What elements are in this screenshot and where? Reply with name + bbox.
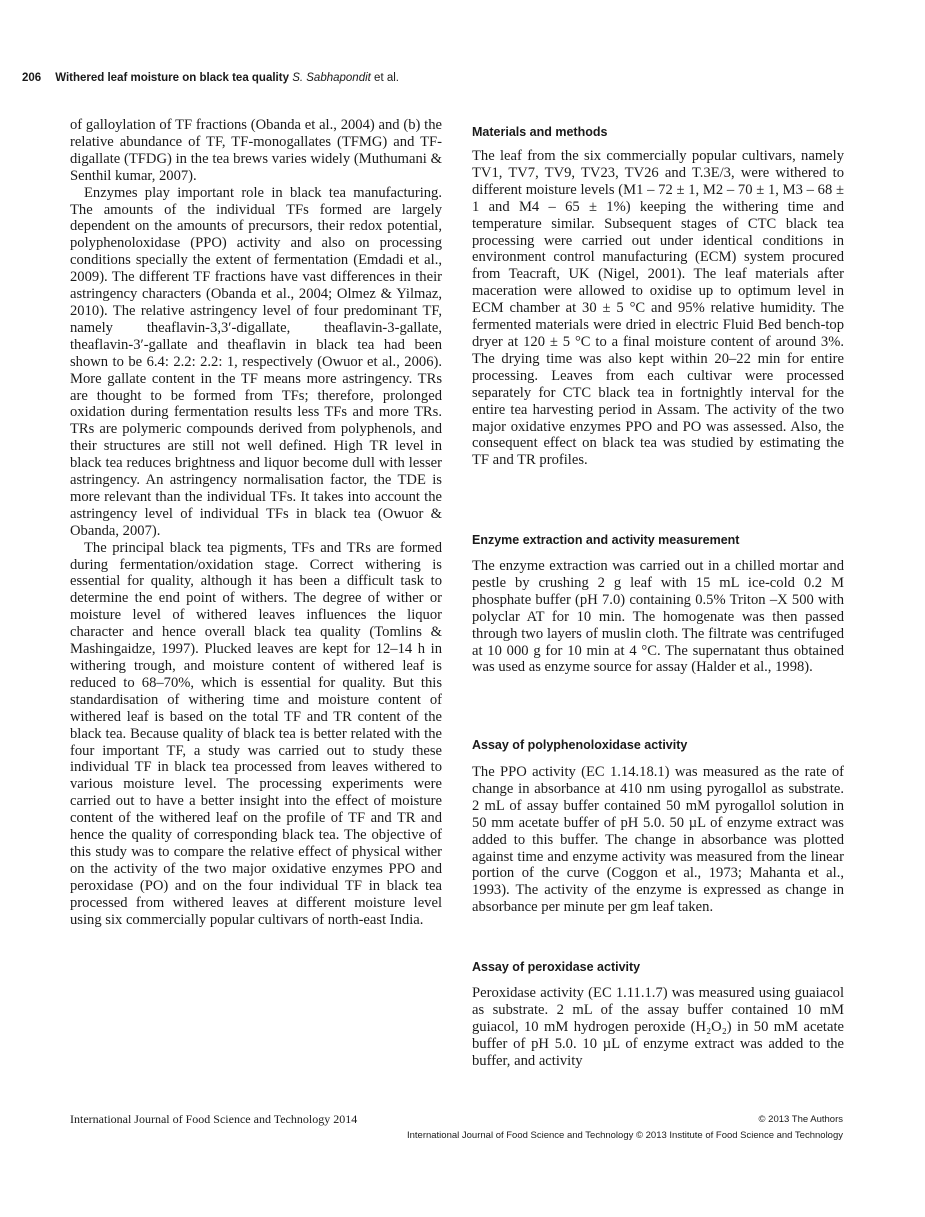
running-header xyxy=(22,72,399,84)
footer-journal: International Journal of Food Science and Technology 2014 xyxy=(70,1112,358,1126)
section-body: Peroxidase activity (EC 1.11.1.7) was measured using guaiacol as substrate. 2 mL of the assay buffer contained 10 mM guiacol, 10 mM hydrogen peroxide (H₂O₂) in 50 mM acetate buffer of pH 5.0. 10 µL of enzyme extract was added to the buffer, and activity xyxy=(472,985,844,1069)
running-authors: S. Sabhapondit xyxy=(292,72,371,84)
footer-copyright-authors: © 2013 The Authors xyxy=(758,1114,843,1125)
footer-copyright-institute: International Journal of Food Science and Technology © 2013 Institute of Food Science and Technology xyxy=(406,1130,843,1141)
paragraph: The principal black tea pigments, TFs and TRs are formed during fermentation/oxidation stage. Correct withering is essential for quality, although it has been a difficult task to determine the end point of withers. The degree of wither or moisture level of withered leaves influences the liquor character and hence overall black tea quality (Tomlins & Mashingaidze, 1997). Plucked leaves are kept for 12–14 h in withering trough, and moisture content of withered leaf is reduced to 68–70%, which is essential for quality. But this standardisation of withering time and moisture content of withered leaf is based on the total TF and TR content of the black tea. Because quality of black tea is better related with the four important TF, a study was carried out to study these individual TF in black tea processed from leaves withered to various moisture level. The processing experiments were carried out to have a better insight into the effect of moisture content of the withered leaf on the profile of TF and TR and hence the quality of corresponding black tea. The objective of this study was to compare the relative effect of physical wither on the activity of the two major oxidative enzymes PPO and peroxidase (PO) and on the four individual TF in black tea processed from withered leaves at different moisture level using six commercially popular cultivars of north-east India. xyxy=(70,539,442,928)
section-body: The PPO activity (EC 1.14.18.1) was measured as the rate of change in absorbance at 410 nm using pyrogallol as substrate. 2 mL of assay buffer contained 50 mM pyrogallol solution in 50 mm acetate buffer of pH 5.0. 50 µL of enzyme extract was added to this buffer. The change in absorbance was plotted against time and enzyme activity was measured from the linear portion of the curve (Coggon et al., 1973; Mahanta et al., 1993). The activity of the enzyme is expressed as change in absorbance per minute per gm leaf taken. xyxy=(472,764,844,916)
section-body: The leaf from the six commercially popular cultivars, namely TV1, TV7, TV9, TV23, TV26 and T.3E/3, were withered to different moisture levels (M1 – 72 ± 1, M2 – 70 ± 1, M3 – 68 ± 1 and M4 – 65 ± 1%) keeping the withering time and temperature similar. Subsequent stages of CTC black tea processing were carried out under identical conditions in environment control manufacturing (ECM) system procured from Teacraft, UK (Nigel, 2001). The leaf materials after maceration were allowed to oxidise up to optimum level in ECM chamber at 30 ± 5 °C and 95% relative humidity. The fermented materials were dried in electric Fluid Bed bench-top dryer at 120 ± 5 °C to a final moisture content of around 3%. The drying time was also kept within 20–22 min for entire processing. Leaves from each cultivar were processed separately for CTC black tea in fortnightly interval for the entire tea harvesting period in Assam. The activity of the two major oxidative enzymes PPO and PO was assessed. Also, the consequent effect on black tea was studied by estimating the TF and TR profiles. xyxy=(472,148,844,469)
left-column xyxy=(70,117,442,929)
paragraph: of galloylation of TF fractions (Obanda et al., 2004) and (b) the relative abundance of TF, TF-monogallates (TFMG) and TF-digallate (TFDG) in the tea brews varies widely (Muthumani & Senthil kumar, 2007). xyxy=(70,117,442,184)
running-title: Withered leaf moisture on black tea quality xyxy=(55,72,289,84)
running-et-al: et al. xyxy=(374,72,399,84)
section-body: The enzyme extraction was carried out in a chilled mortar and pestle by crushing 2 g leaf with 15 mL ice-cold 0.2 M phosphate buffer (pH 7.0) containing 0.5% Triton –X 500 with polyclar AT for 10 min. The homogenate was then passed through two layers of muslin cloth. The filtrate was centrifuged at 10 000 g for 10 min at 4 °C. The supernatant thus obtained was used as enzyme source for assay (Halder et al., 1998). xyxy=(472,558,844,676)
paragraph: Enzymes play important role in black tea manufacturing. The amounts of the individual TFs formed are largely dependent on the amounts of precursors, their redox potential, polyphenoloxidase (PPO) activity and also on processing conditions specially the extent of fermentation (Emdadi et al., 2009). The different TF fractions have vast differences in their astringency characters (Obanda et al., 2004; Olmez & Yilmaz, 2010). The relative astringency level of four predominant TF, namely theaflavin-3,3′-digallate, theaflavin-3-gallate, theaflavin-3′-gallate and theaflavin in black tea had been shown to be 6.4: 2.2: 2.2: 1, respectively (Owuor et al., 2006). More gallate content in the TF means more astringency. TRs are thought to be formed from TFs; therefore, prolonged oxidation during fermentation results less TFs and more TRs. TRs are polymeric compounds derived from polyphenols, and their structures are still not well defined. High TR level in black tea reduces brightness and liquor become dull with lesser astringency. An astringency normalisation factor, the TDE is more relevant than the individual TFs. It takes into account the astringency level of individual TFs in black tea (Owuor & Obanda, 2007). xyxy=(70,184,442,539)
section-heading: Enzyme extraction and activity measurement xyxy=(472,533,740,547)
section-heading: Assay of polyphenoloxidase activity xyxy=(472,738,688,752)
section-heading: Materials and methods xyxy=(472,125,608,139)
page-number: 206 xyxy=(22,72,42,84)
section-heading: Assay of peroxidase activity xyxy=(472,960,641,974)
